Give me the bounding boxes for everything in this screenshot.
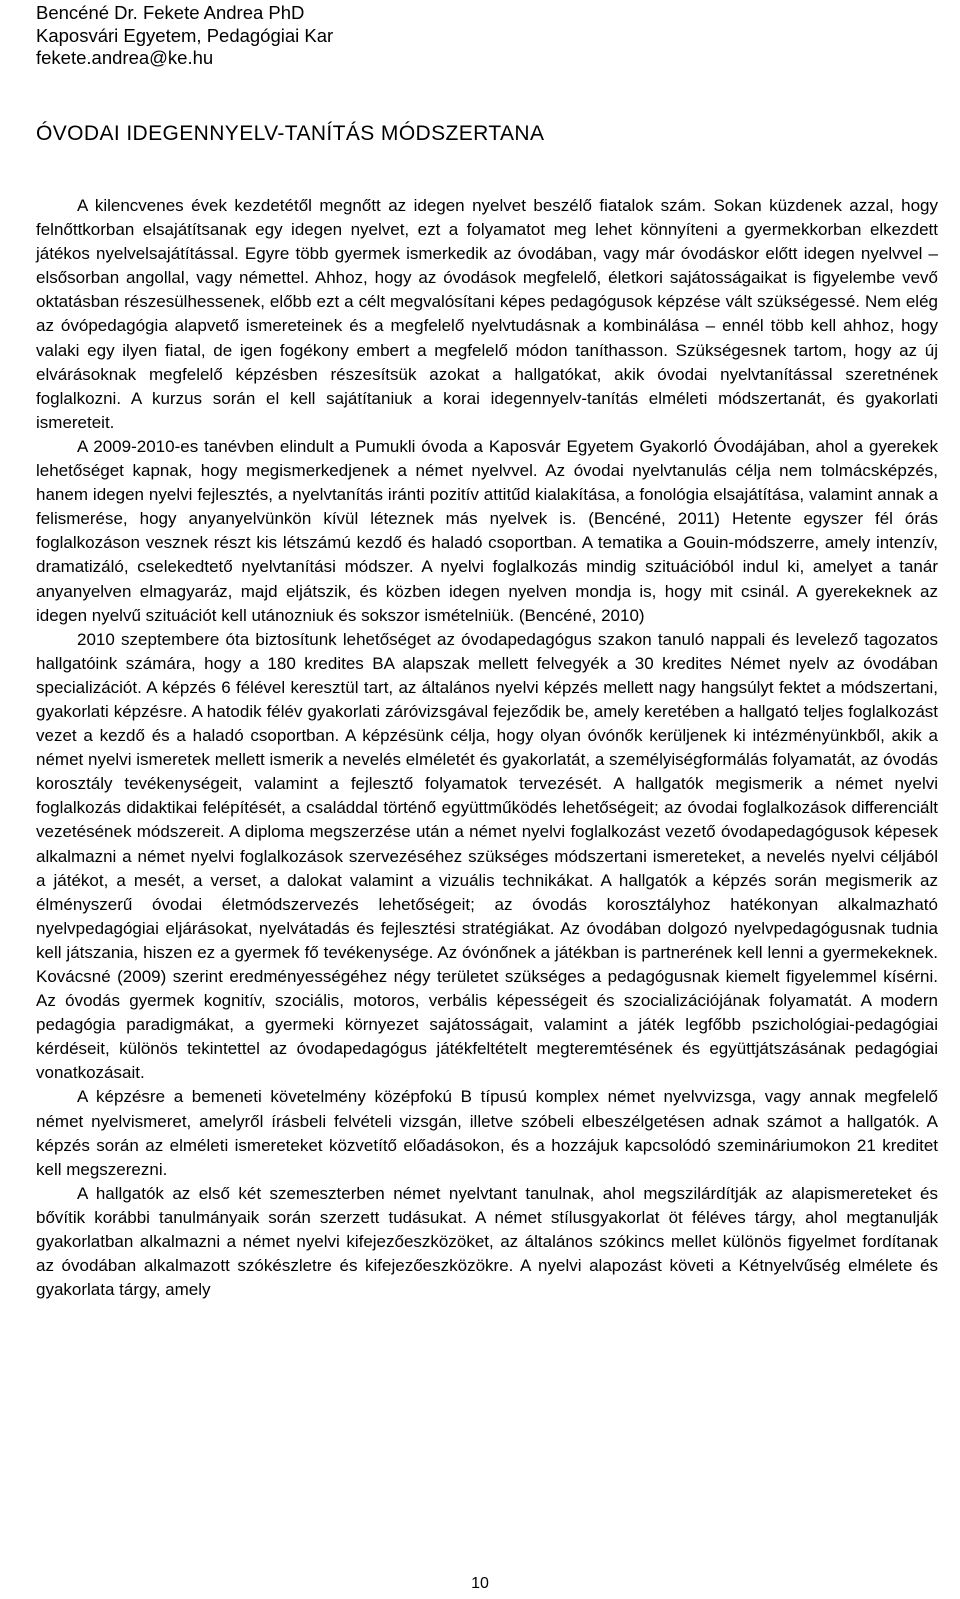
paragraph-requirements: A képzésre a bemeneti követelmény középfokú B típusú komplex német nyelvvizsga, vagy annak megfelelő német nyelvismeret, amelyről írásbeli felvételi vizsgán, illetve szóbeli elbeszélgetésen adnak számot a hallgatók. A képzés során az elméleti ismereteket közvetítő előadásokon, és a hozzájuk kapcsolódó szemináriumokon 21 kreditet kell megszerezni. <box>36 1087 938 1179</box>
author-block <box>36 2 333 70</box>
author-email: fekete.andrea@ke.hu <box>36 47 214 68</box>
paper-title: ÓVODAI IDEGENNYELV-TANÍTÁS MÓDSZERTANA <box>36 122 545 145</box>
paragraph-training: 2010 szeptembere óta biztosítunk lehetőséget az óvodapedagógus szakon tanuló nappali és levelező tagozatos hallgatóink számára, hogy a 180 kredites BA alapszak mellett felvegyék a 30 kredites Német nyelv az óvodában specializációt. A képzés 6 félével keresztül tart, az általános nyelvi képzés mellett nagy hangsúlyt fektet a módszertani, gyakorlati képzésre. A hatodik félév gyakorlati záróvizsgával fejeződik be, amely keretében a hallgató teljes foglalkozást vezet a kezdő és a haladó csoportban. A képzésünk célja, hogy olyan óvónők kerüljenek ki intézményünkből, akik a német nyelvi ismeretek mellett ismerik a nevelés elméletét és gyakorlatát, a személyiségformálás folyamatát, az óvodás korosztály tevékenységeit, valamint a fejlesztő folyamatok tervezését. A hallgatók megismerik a német nyelvi foglalkozás didaktikai felépítését, a családdal történő együttműködés lehetőségeit; az óvodai foglalkozások differenciált vezetésének módszereit. A diploma megszerzése után a német nyelvi foglalkozást vezető óvodapedagógusok képesek alkalmazni a német nyelvi foglalkozások szervezéséhez szükséges módszertani ismereteket, a nevelés nyelvi céljából a játékot, a mesét, a verset, a dalokat valamint a vizuális technikákat. A hallgatók a képzés során megismerik az élményszerű óvodai életmódszervezés lehetőségeit; az óvodás korosztályhoz hatékonyan alkalmazható nyelvpedagógiai eljárásokat, nyelvátadás és fejlesztési stratégiákat. Az óvodában dolgozó nyelvpedagógusnak tudnia kell játszania, hiszen ez a gyermek fő tevékenysége. Az óvónőnek a játékban is partnerének kell lenni a gyermekeknek. Kovácsné (2009) szerint eredményességéhez négy területet szükséges a pedagógusnak kiemelt figyelemmel kísérni. Az óvodás gyermek kognitív, szociális, motoros, verbális képességeit és szocializációjának folyamatát. A modern pedagógia paradigmákat, a gyermeki környezet sajátosságait, valamint a játék legfőbb pszichológiai-pedagógiai kérdéseit, különös tekintettel az óvodapedagógus játékfeltételt megteremtésének és együttjátszásának pedagógiai vonatkozásait. <box>36 629 938 1083</box>
author-name: Bencéné Dr. Fekete Andrea PhD <box>36 2 305 23</box>
paragraph-semesters: A hallgatók az első két szemeszterben német nyelvtant tanulnak, ahol megszilárdítják az alapismereteket és bővítik korábbi tanulmányaik során szerzett tudásukat. A német stílusgyakorlat öt féléves tárgy, ahol megtanulják gyakorlatban alkalmazni a német nyelvi kifejezőeszközöket, az általános szókincs mellet különös figyelmet fordítanak az óvodában alkalmazott szókészletre és kifejezőeszközökre. A nyelvi alapozást követi a Kétnyelvűség elmélete és gyakorlata tárgy, amely <box>36 1183 938 1300</box>
paragraph-intro: A kilencvenes évek kezdetétől megnőtt az idegen nyelvet beszélő fiatalok szám. Sokan küzdenek azzal, hogy felnőttkorban elsajátítsanak egy idegen nyelvet, ezt a folyamatot meg lehet könnyíteni a gyermekkorban elkezdett játékos nyelvelsajátítással. Egyre több gyermek ismerkedik az óvodában, vagy már óvodáskor előtt idegen nyelvvel – elsősorban angollal, vagy némettel. Ahhoz, hogy az óvodások megfelelő, életkori sajátosságaikat is figyelembe vevő oktatásban részesülhessenek, előbb ezt a célt megvalósítani képes pedagógusok képzése vált szükségessé. Nem elég az óvópedagógia alapvető ismereteinek és a megfelelő nyelvtudásnak a kombinálása – ennél több kell ahhoz, hogy valaki egy ilyen fiatal, de igen fogékony embert a megfelelő módon taníthasson. Szükségesnek tartom, hogy az új elvárásoknak megfelelő képzésben részesítsük azokat a hallgatókat, akik óvodai nyelvtanítással szeretnének foglalkozni. A kurzus során el kell sajátítaniuk a korai idegennyelv-tanítás elméleti módszertanát, és gyakorlati ismereteit. <box>36 196 938 432</box>
page-number: 10 <box>471 1575 489 1592</box>
paragraph-pumukli: A 2009-2010-es tanévben elindult a Pumukli óvoda a Kaposvár Egyetem Gyakorló Óvodájában, ahol a gyerekek lehetőséget kapnak, hogy megismerkedjenek a német nyelvvel. Az óvodai nyelvtanulás célja nem tolmácsképzés, hanem idegen nyelvi fejlesztés, a nyelvtanítás iránti pozitív attitűd kialakítása, a fonológia elsajátítása, valamint annak a felismerése, hogy anyanyelvünkön kívül léteznek más nyelvek is. (Bencéné, 2011) Hetente egyszer fél órás foglalkozáson vesznek részt kis létszámú kezdő és haladó csoportban. A tematika a Gouin-módszerre, amely intenzív, dramatizáló, cselekedtető nyelvtanítási módszer. A nyelvi foglalkozás mindig szituációból indul ki, amelyet a tanár anyanyelven elmagyaráz, majd eljátszik, és közben idegen nyelven mondja is, hogy mit csinál. A gyerekeknek az idegen nyelvű szituációt kell utánozniuk és sokszor ismételniük. (Bencéné, 2010) <box>36 436 938 625</box>
author-affiliation: Kaposvári Egyetem, Pedagógiai Kar <box>36 24 334 46</box>
body-text <box>36 194 938 1302</box>
